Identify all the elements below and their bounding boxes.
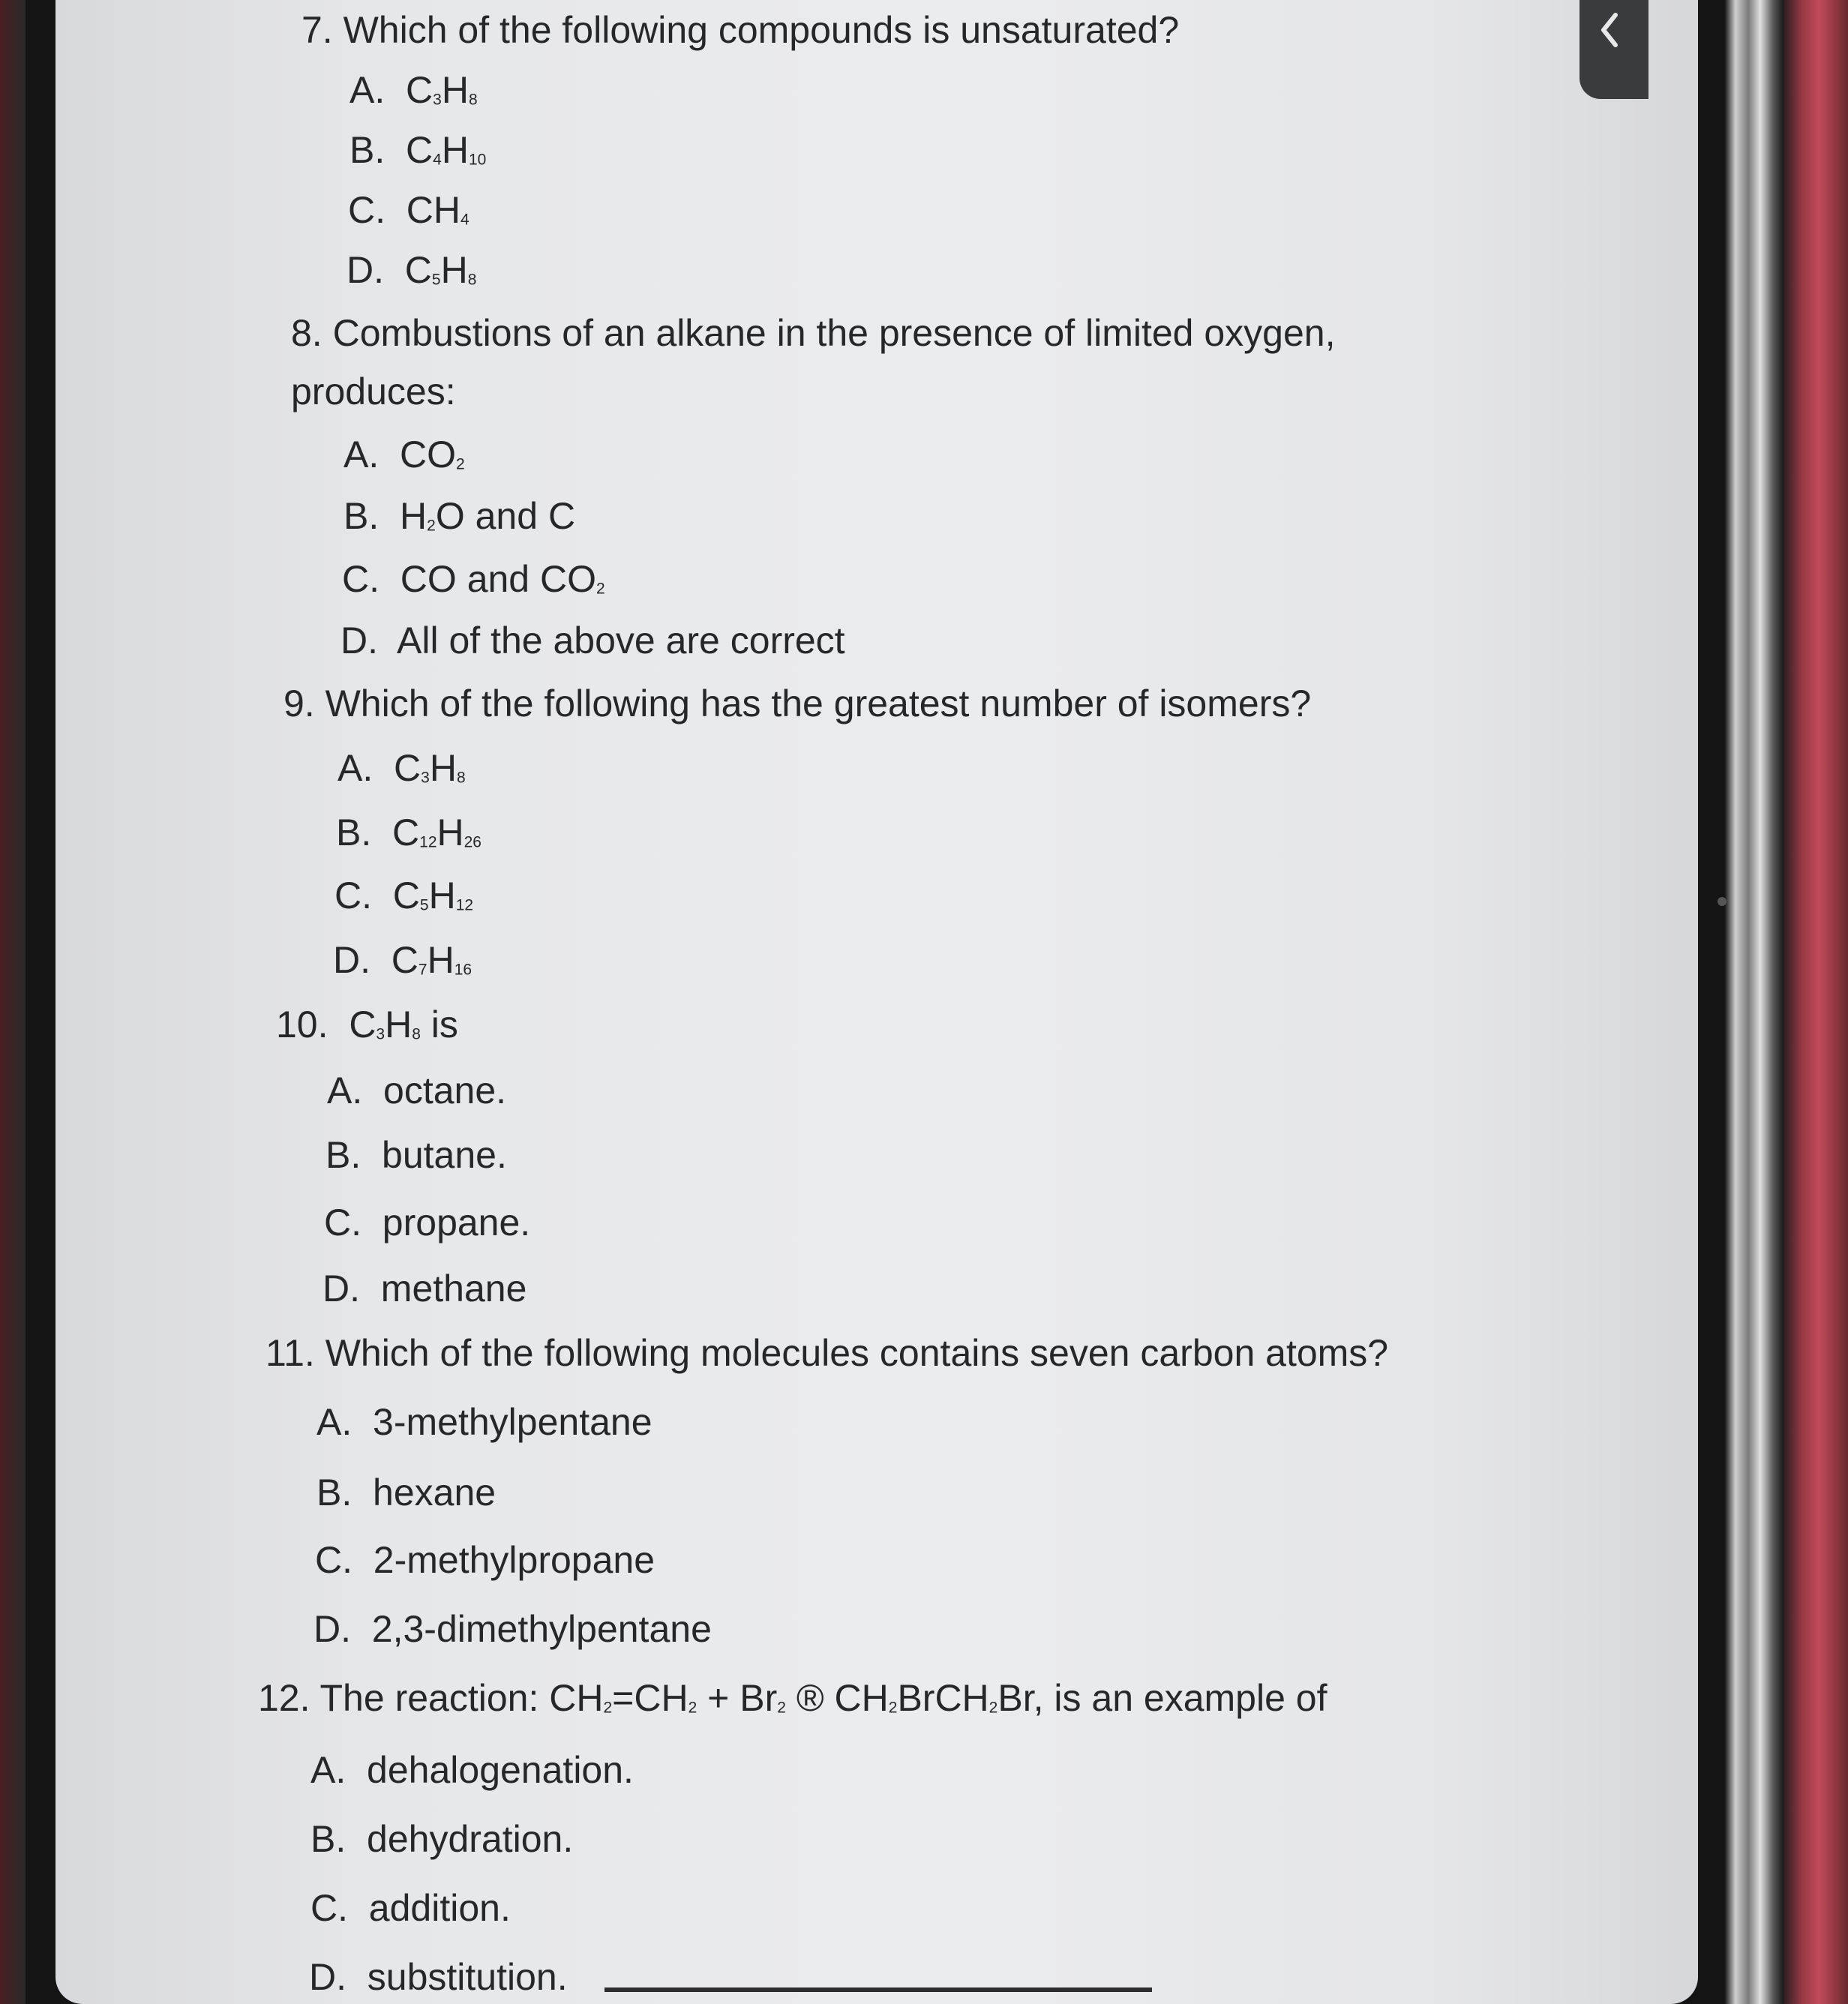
q8-option-b: B. $H_2O$ and C bbox=[344, 495, 576, 537]
option-letter: C. bbox=[315, 1539, 352, 1581]
chevron-left-icon bbox=[1587, 8, 1632, 52]
option-letter: A. bbox=[327, 1070, 363, 1112]
option-letter: A. bbox=[338, 747, 374, 789]
option-letter: C. bbox=[334, 874, 372, 916]
bezel-dot bbox=[1718, 897, 1726, 906]
question-text: Which of the following has the greatest number of isomers? bbox=[325, 682, 1312, 724]
option-letter: C. bbox=[324, 1202, 362, 1244]
option-letter: D. bbox=[340, 620, 378, 662]
option-letter: D. bbox=[314, 1608, 351, 1650]
q10-option-c: C. propane. bbox=[324, 1202, 531, 1244]
q12-option-b: B. dehydration. bbox=[310, 1818, 574, 1860]
question-number: 12. bbox=[258, 1677, 310, 1719]
q8-option-c: C. CO and $CO_2$ bbox=[342, 558, 605, 600]
question-number: 8. bbox=[291, 312, 322, 354]
question-8 bbox=[291, 310, 1336, 356]
question-number: 7. bbox=[302, 9, 333, 51]
option-letter: B. bbox=[344, 495, 380, 537]
q8-option-d: D. All of the above are correct bbox=[340, 620, 845, 662]
q7-option-c: C. $CH_4$ bbox=[348, 189, 470, 231]
q7-option-d: D. $C_5H_8$ bbox=[346, 249, 477, 291]
option-letter: D. bbox=[322, 1268, 360, 1310]
answer-underline bbox=[604, 1988, 1152, 1992]
question-text: Combustions of an alkane in the presence of limited oxygen, bbox=[332, 312, 1336, 354]
option-letter: C. bbox=[348, 189, 386, 231]
q8-option-a: A. $CO_2$ bbox=[344, 434, 465, 476]
q10-option-d: D. methane bbox=[322, 1268, 527, 1310]
question-12: 12. The reaction: $CH_2=CH_2 + Br_2$ ® $CH_2BrCH_2Br$, is an example of bbox=[258, 1677, 1328, 1719]
q9-option-c: C. $C_5H_{12}$ bbox=[334, 874, 474, 916]
question-number: 9. bbox=[284, 682, 315, 724]
q10-option-b: B. butane. bbox=[326, 1134, 507, 1176]
option-letter: A. bbox=[316, 1401, 352, 1443]
q11-option-c: C. 2-methylpropane bbox=[315, 1539, 656, 1581]
question-7 bbox=[302, 8, 1179, 52]
option-letter: C. bbox=[310, 1887, 348, 1929]
question-number: 10. bbox=[276, 1004, 328, 1046]
q12-option-a: A. dehalogenation. bbox=[310, 1749, 634, 1791]
option-letter: C. bbox=[342, 558, 380, 600]
q7-option-b: B. $C_4H_{10}$ bbox=[350, 129, 487, 171]
option-letter: A. bbox=[344, 434, 380, 476]
q9-option-b: B. $C_{12}H_{26}$ bbox=[336, 812, 482, 854]
option-letter: B. bbox=[336, 812, 372, 854]
option-letter: D. bbox=[346, 249, 384, 291]
option-letter: D. bbox=[333, 939, 370, 981]
device-bezel-rail bbox=[1725, 0, 1784, 2004]
option-letter: D. bbox=[309, 1956, 346, 1998]
option-letter: B. bbox=[326, 1134, 362, 1176]
q10-option-a: A. octane. bbox=[327, 1070, 507, 1112]
q11-option-a: A. 3-methylpentane bbox=[316, 1401, 652, 1443]
question-10: 10. $C_3H_8$ is bbox=[276, 1004, 458, 1046]
option-letter: B. bbox=[310, 1818, 346, 1860]
question-text: Which of the following molecules contains seven carbon atoms? bbox=[325, 1332, 1389, 1374]
q12-option-d: D. substitution. bbox=[309, 1956, 568, 1998]
option-letter: A. bbox=[310, 1749, 346, 1791]
device-case-edge bbox=[1784, 0, 1848, 2004]
q11-option-b: B. hexane bbox=[316, 1472, 496, 1514]
question-8-line-2: produces: bbox=[291, 370, 456, 412]
question-11 bbox=[266, 1330, 1388, 1376]
back-tab-button[interactable] bbox=[1580, 0, 1648, 99]
q9-option-a: A. $C_3H_8$ bbox=[338, 747, 466, 789]
q12-option-c: C. addition. bbox=[310, 1887, 511, 1929]
question-text: Which of the following compounds is unsaturated? bbox=[343, 9, 1180, 51]
left-device-edge bbox=[0, 0, 26, 2004]
option-letter: B. bbox=[316, 1472, 352, 1514]
q9-option-d: D. $C_7H_{16}$ bbox=[333, 939, 472, 981]
q7-option-a: A. $C_3H_8$ bbox=[350, 69, 478, 111]
option-letter: B. bbox=[350, 129, 386, 171]
option-letter: A. bbox=[350, 69, 386, 111]
q11-option-d: D. 2,3-dimethylpentane bbox=[314, 1608, 712, 1650]
question-number: 11. bbox=[266, 1332, 315, 1374]
question-9 bbox=[284, 681, 1311, 726]
